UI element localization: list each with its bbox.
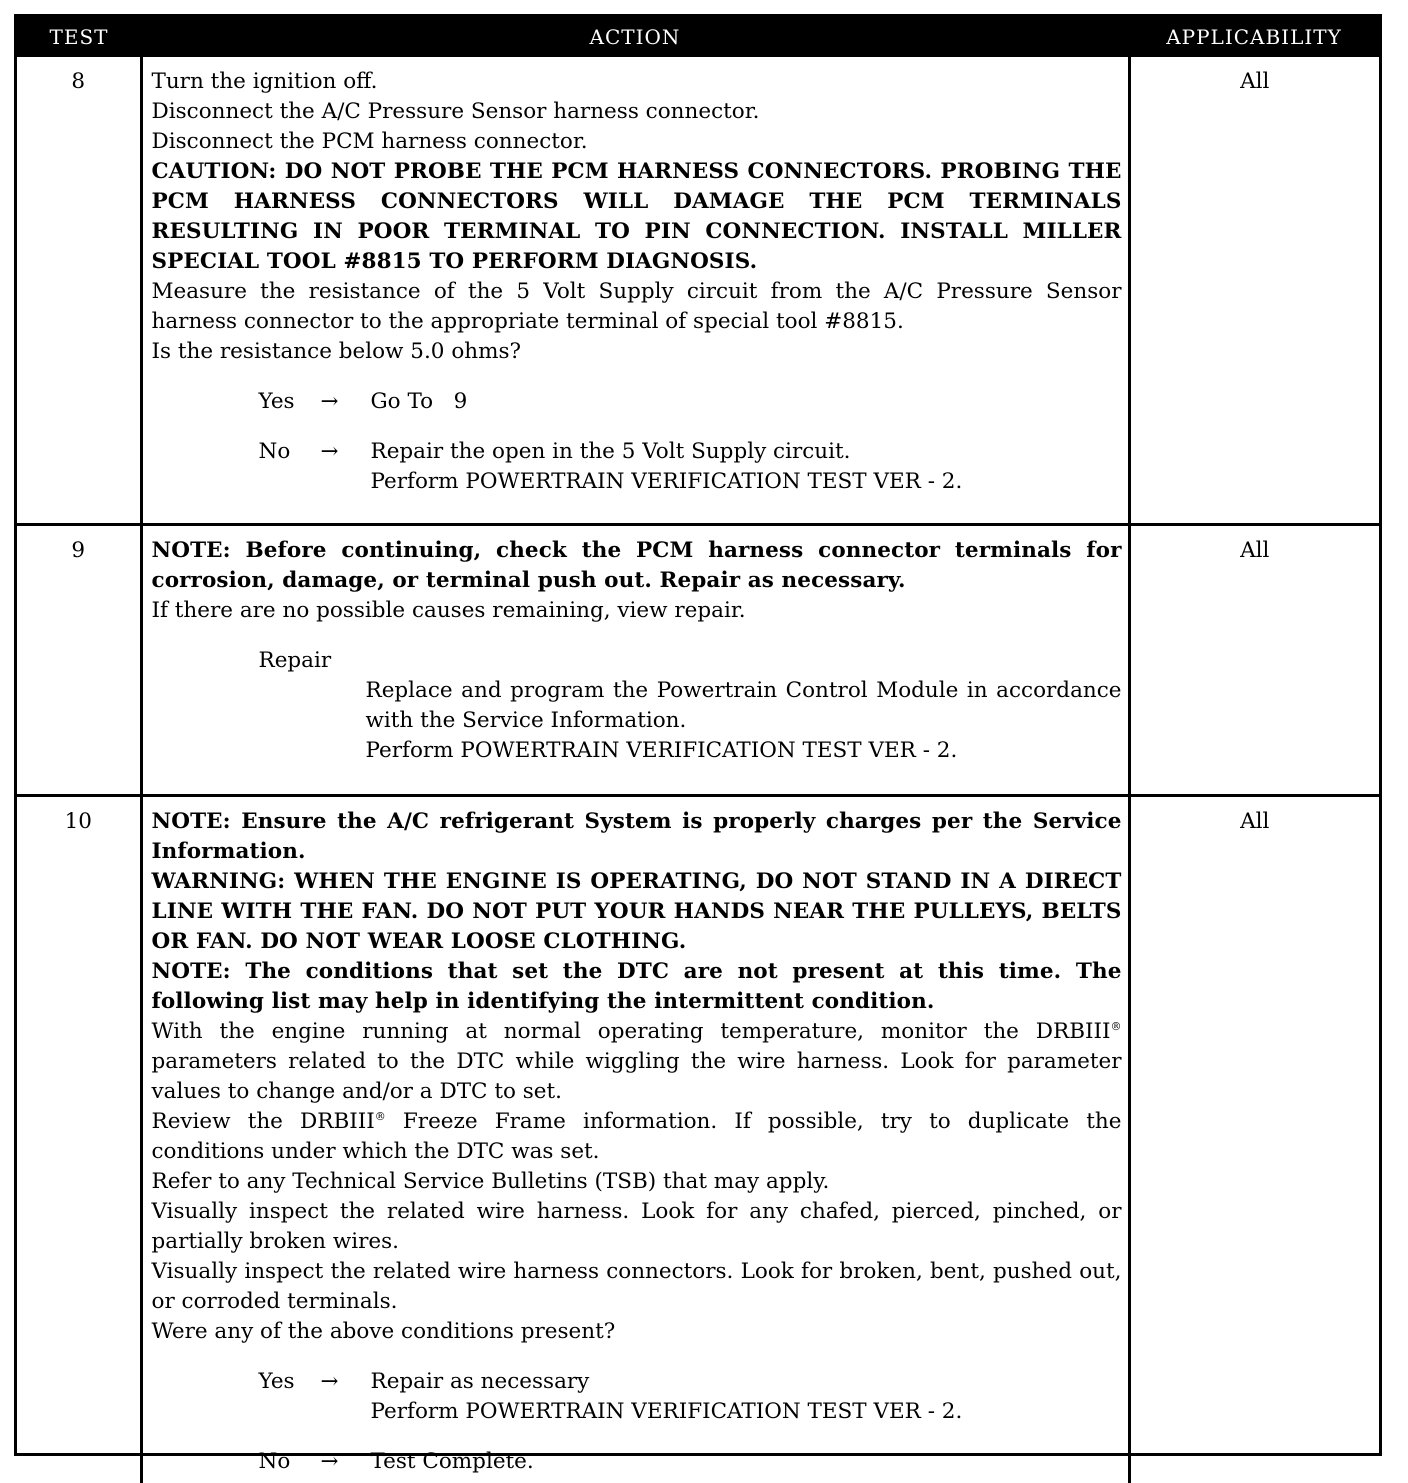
step-text-part: Freeze Frame information. If possible, try to duplicate the conditions under which the DTC was set. <box>152 1109 1122 1164</box>
question-text: Were any of the above conditions present? <box>152 1317 1122 1347</box>
warning-text: WARNING: WHEN THE ENGINE IS OPERATING, DO NOT STAND IN A DIRECT LINE WITH THE FAN. DO NOT PUT YOUR HANDS NEAR THE PULLEYS, BELTS OR FAN. DO NOT WEAR LOOSE CLOTHING. <box>152 867 1122 957</box>
step-text: Visually inspect the related wire harness connectors. Look for broken, bent, pushed out, or corroded terminals. <box>152 1257 1122 1317</box>
no-branch <box>152 1447 1122 1477</box>
step-text: Refer to any Technical Service Bulletins (TSB) that may apply. <box>152 1167 1122 1197</box>
action-cell <box>141 525 1129 796</box>
note-text: NOTE: Ensure the A/C refrigerant System is properly charges per the Service Information. <box>152 807 1122 867</box>
caution-text: CAUTION: DO NOT PROBE THE PCM HARNESS CONNECTORS. PROBING THE PCM HARNESS CONNECTORS WILL DAMAGE THE PCM TERMINALS RESULTING IN POOR TERMINAL TO PIN CONNECTION. INSTALL MILLER SPECIAL TOOL #8815 TO PERFORM DIAGNOSIS. <box>152 157 1122 277</box>
action-cell <box>141 57 1129 525</box>
table-row-test-8 <box>17 57 1379 525</box>
repair-text: Replace and program the Powertrain Control Module in accordance with the Service Information. <box>366 676 1122 736</box>
no-result: Test Complete. <box>371 1447 1122 1477</box>
step-text-part: Review the DRBIII <box>152 1109 375 1134</box>
arrow-right-icon: → <box>321 1447 371 1477</box>
no-result-line: Repair the open in the 5 Volt Supply circuit. <box>371 437 1122 467</box>
yes-branch <box>152 1367 1122 1427</box>
step-text: If there are no possible causes remaining, view repair. <box>152 596 1122 626</box>
question-text: Is the resistance below 5.0 ohms? <box>152 337 1122 367</box>
diagnostic-table-page <box>14 14 1382 1456</box>
repair-text: Perform POWERTRAIN VERIFICATION TEST VER - 2. <box>366 736 1122 766</box>
no-result <box>371 437 1122 497</box>
applicability-value: All <box>1129 796 1379 1483</box>
test-number: 9 <box>17 525 141 796</box>
action-cell <box>141 796 1129 1483</box>
applicability-value: All <box>1129 525 1379 796</box>
yes-label: Yes <box>259 1367 321 1427</box>
arrow-right-icon: → <box>321 387 371 417</box>
test-number: 8 <box>17 57 141 525</box>
note-text: NOTE: The conditions that set the DTC are not present at this time. The following list may help in identifying the intermittent condition. <box>152 957 1122 1017</box>
step-text: Visually inspect the related wire harness. Look for any chafed, pierced, pinched, or partially broken wires. <box>152 1197 1122 1257</box>
note-text: NOTE: Before continuing, check the PCM harness connector terminals for corrosion, damage, or terminal push out. Repair as necessary. <box>152 536 1122 596</box>
table-row-test-9 <box>17 525 1379 796</box>
test-number: 10 <box>17 796 141 1483</box>
step-text <box>152 1107 1122 1167</box>
repair-label: Repair <box>259 646 1122 676</box>
no-result-line: Perform POWERTRAIN VERIFICATION TEST VER - 2. <box>371 467 1122 497</box>
step-text: Turn the ignition off. <box>152 67 1122 97</box>
arrow-right-icon: → <box>321 1367 371 1427</box>
registered-mark: ® <box>1111 1020 1122 1033</box>
step-text: Disconnect the PCM harness connector. <box>152 127 1122 157</box>
header-applicability: APPLICABILITY <box>1129 17 1379 57</box>
header-action: ACTION <box>141 17 1129 57</box>
yes-result: Go To 9 <box>371 387 1122 417</box>
diagnostic-table <box>17 17 1379 1483</box>
step-text-part: parameters related to the DTC while wiggling the wire harness. Look for parameter values to change and/or a DTC to set. <box>152 1049 1122 1104</box>
step-text-part: With the engine running at normal operating temperature, monitor the DRBIII <box>152 1019 1111 1044</box>
step-text <box>152 1017 1122 1107</box>
no-label: No <box>259 1447 321 1477</box>
no-label: No <box>259 437 321 497</box>
arrow-right-icon: → <box>321 437 371 497</box>
yes-label: Yes <box>259 387 321 417</box>
yes-result-line: Repair as necessary <box>371 1367 1122 1397</box>
step-text: Disconnect the A/C Pressure Sensor harness connector. <box>152 97 1122 127</box>
table-header <box>17 17 1379 57</box>
header-test: TEST <box>17 17 141 57</box>
table-row-test-10 <box>17 796 1379 1483</box>
no-branch <box>152 437 1122 497</box>
yes-result <box>371 1367 1122 1427</box>
applicability-value: All <box>1129 57 1379 525</box>
yes-branch <box>152 387 1122 417</box>
yes-result-line: Perform POWERTRAIN VERIFICATION TEST VER - 2. <box>371 1397 1122 1427</box>
registered-mark: ® <box>375 1110 386 1123</box>
measure-text: Measure the resistance of the 5 Volt Supply circuit from the A/C Pressure Sensor harness connector to the appropriate terminal of special tool #8815. <box>152 277 1122 337</box>
